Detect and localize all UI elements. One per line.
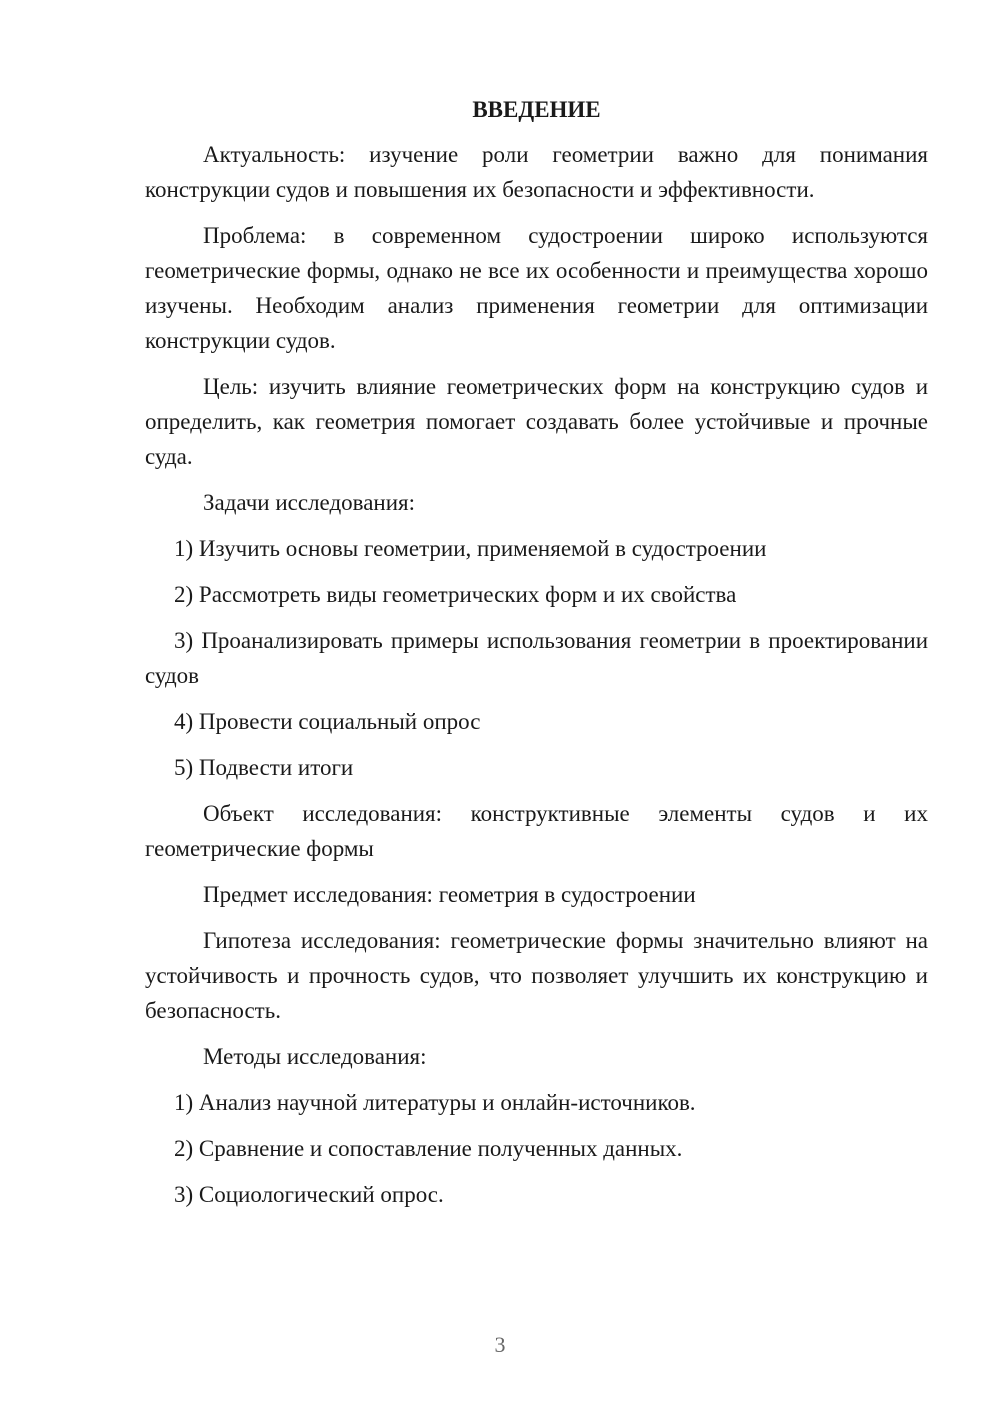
relevance-paragraph: Актуальность: изучение роли геометрии важно для понимания конструкции судов и повышения их безопасности и эффективности. — [145, 142, 928, 202]
method-item: 2) Сравнение и сопоставление полученных данных. — [174, 1136, 683, 1161]
object-paragraph: Объект исследования: конструктивные элементы судов и их геометрические формы — [145, 801, 928, 861]
goal-paragraph: Цель: изучить влияние геометрических форм на конструкцию судов и определить, как геометрия помогает создавать более устойчивые и прочные суда. — [145, 374, 928, 469]
page-title: ВВЕДЕНИЕ — [472, 97, 601, 122]
task-item: 3) Проанализировать примеры использования геометрии в проектировании судов — [145, 628, 928, 688]
problem-paragraph: Проблема: в современном судостроении широко используются геометрические формы, однако не все их особенности и преимущества хорошо изучены. Необходим анализ применения геометрии для оптимизации конструкции судов. — [145, 223, 928, 353]
subject-paragraph: Предмет исследования: геометрия в судостроении — [203, 882, 696, 907]
hypothesis-paragraph: Гипотеза исследования: геометрические формы значительно влияют на устойчивость и прочность судов, что позволяет улучшить их конструкцию и безопасность. — [145, 928, 928, 1023]
document-page — [145, 92, 928, 1223]
task-item: 5) Подвести итоги — [174, 755, 354, 780]
methods-heading: Методы исследования: — [203, 1044, 427, 1069]
task-item: 1) Изучить основы геометрии, применяемой в судостроении — [174, 536, 767, 561]
page-number: 3 — [494, 1332, 506, 1357]
tasks-heading: Задачи исследования: — [203, 490, 416, 515]
task-item: 4) Провести социальный опрос — [174, 709, 481, 734]
method-item: 1) Анализ научной литературы и онлайн-источников. — [174, 1090, 696, 1115]
method-item: 3) Социологический опрос. — [174, 1182, 444, 1207]
task-item: 2) Рассмотреть виды геометрических форм и их свойства — [174, 582, 737, 607]
